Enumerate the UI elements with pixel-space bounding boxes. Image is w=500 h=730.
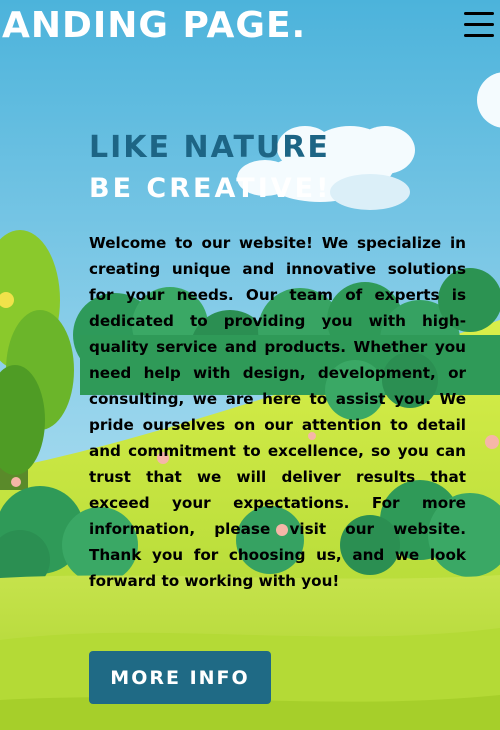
site-brand: ANDING PAGE. [2, 5, 307, 46]
hero-subtitle: BE CREATIVE! [89, 173, 332, 204]
more-info-button[interactable]: MORE INFO [89, 651, 271, 704]
hero-section [89, 128, 466, 594]
hero-title: LIKE NATURE [89, 130, 330, 165]
hero-description: Welcome to our website! We specialize in creating unique and innovative solutions for your needs. Our team of experts is dedicated to providing you with high-quality service and products. Whether you need help with design, development, or consulting, we are here to assist you. We pride ourselves on our attention to detail and commitment to excellence, so you can trust that we will deliver results that exceed your expectations. For more information, please visit our website. Thank you for choosing us, and we look forward to working with you! [89, 234, 466, 590]
hamburger-menu-icon[interactable] [464, 12, 494, 40]
